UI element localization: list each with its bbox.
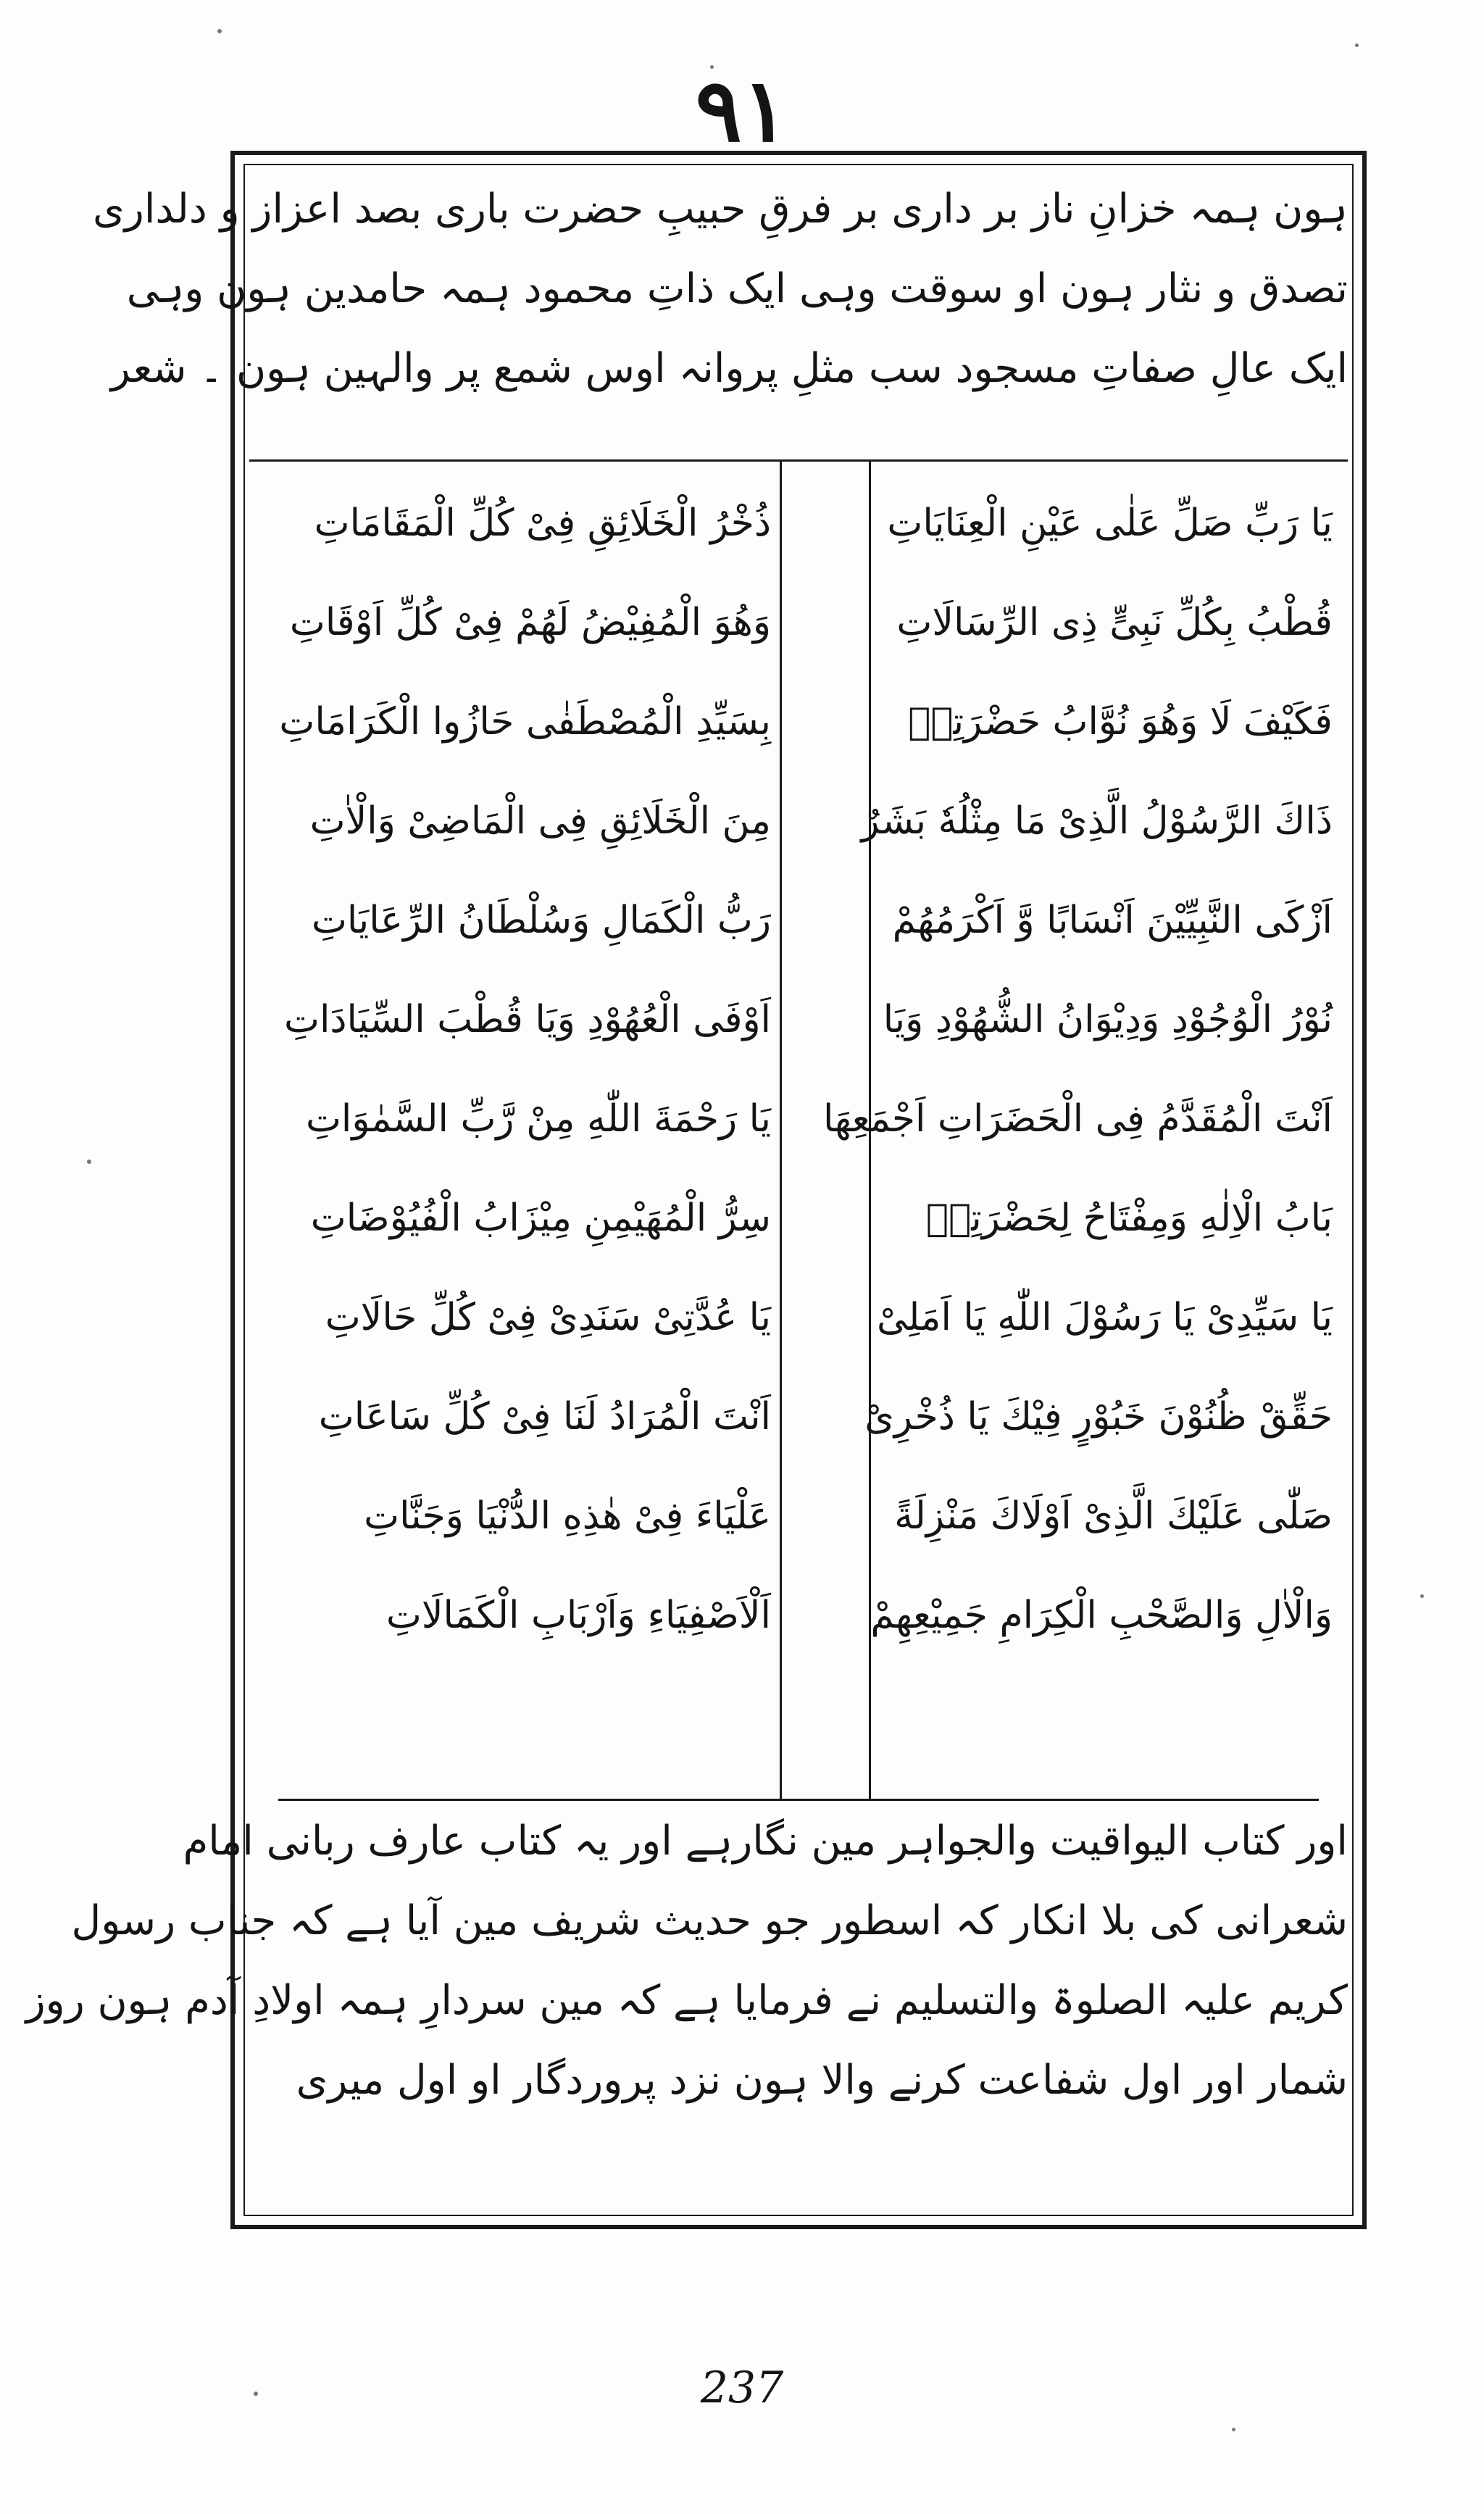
page-number: ٩١ bbox=[695, 59, 789, 162]
verse-line: یَا رَبِّ صَلِّ عَلٰی عَیْنِ الْعِنَایَاتِ bbox=[887, 501, 1333, 545]
verse-top-rule bbox=[249, 459, 1348, 462]
verse-line: عَلْیَاءَ فِیْ هٰذِهِ الدُّنْیَا وَجَنَّاتِ bbox=[364, 1494, 771, 1538]
prose-line: ہون ہمہ خزانِ ناز بر داری بر فرقِ حبیبِ حضرت باری بصد اعزاز و دلداری bbox=[92, 186, 1348, 233]
verse-line: وَهُوَ الْمُفِیْضُ لَهُمْ فِیْ کُلِّ اَوْقَاتِ bbox=[289, 601, 771, 644]
scan-speck bbox=[217, 29, 222, 33]
folio-number: 237 bbox=[700, 2363, 784, 2413]
verse-line: رَبُّ الْکَمَالِ وَسُلْطَانُ الرِّعَایَاتِ bbox=[311, 899, 771, 942]
prose-line: ایک عالِ صفاتِ مسجود سب مثلِ پروانہ اوس شمع پر والہین ہون ۔ شعر bbox=[110, 345, 1348, 392]
verse-column-right bbox=[822, 474, 1333, 1665]
verse-line: اَلْاَصْفِیَاءِ وَاَرْبَابِ الْکَمَالَاتِ bbox=[385, 1594, 771, 1637]
prose-line: اور کتاب الیواقیت والجواہر مین نگارہے اور یہ کتاب عارف ربانی امام bbox=[183, 1818, 1348, 1865]
scan-speck bbox=[87, 1160, 91, 1164]
verse-line: یَا سَیِّدِیْ یَا رَسُوْلَ اللّٰهِ یَا اَمَلِیْ bbox=[877, 1296, 1333, 1339]
verse-line: اَزْکَی النَّبِیِّیْنَ اَنْسَابًا وَّ اَکْرَمُهُمْ bbox=[892, 899, 1333, 942]
verse-line: قُطْبُ بِکُلِّ نَبِیٍّ ذِی الرِّسَالَاتِ bbox=[896, 601, 1333, 644]
verse-line: حَقِّقْ ظُنُوْنَ خَبُوْرٍ فِیْكَ یَا ذُخْرِیْ bbox=[864, 1395, 1333, 1439]
verse-line: مِنَ الْخَلَائِقِ فِی الْمَاضِیْ وَالْاٰتِ bbox=[309, 799, 771, 843]
top-prose-block bbox=[92, 170, 1348, 409]
verse-line: وَالْاٰلِ وَالصَّحْبِ الْكِرَامِ جَمِیْعِهِمْ bbox=[870, 1594, 1333, 1637]
scan-speck bbox=[1420, 1594, 1424, 1598]
verse-line: اَوْفَی الْعُهُوْدِ وَیَا قُطْبَ السِّیَادَاتِ bbox=[283, 998, 771, 1041]
verse-column-left bbox=[249, 474, 771, 1665]
verse-line: ذَاكَ الرَّسُوْلُ الَّذِیْ مَا مِثْلُهٗ بَشَرٌ bbox=[861, 799, 1333, 843]
verse-line: نُوْرُ الْوُجُوْدِ وَدِیْوَانُ الشُّهُوْدِ وَیَا bbox=[883, 998, 1333, 1041]
verse-line: بَابُ الْاِلٰهِ وَمِفْتَاحُ لِحَضْرَتِهٖ bbox=[925, 1196, 1333, 1240]
verse-line: یَا عُدَّتِیْ سَنَدِیْ فِیْ کُلِّ حَالَاتِ bbox=[325, 1296, 771, 1339]
verse-line: فَکَیْفَ لَا وَهُوَ نُوَّابُ حَضْرَتِهٖ bbox=[908, 700, 1333, 744]
prose-line: شعرانی کی بلا انکار کہ اسطور جو حدیث شریف مین آیا ہے کہ جناب رسول bbox=[71, 1897, 1348, 1944]
page-frame bbox=[25, 151, 1367, 2229]
verse-line: ذُخْرُ الْخَلَائِقِ فِیْ کُلِّ الْمَقَامَاتِ bbox=[314, 501, 771, 545]
verse-line: اَنْتَ الْمُقَدَّمُ فِی الْحَضَرَاتِ اَجْمَعِهَا bbox=[822, 1097, 1333, 1141]
scan-speck bbox=[1355, 43, 1359, 47]
bottom-prose-block bbox=[25, 1802, 1348, 2120]
prose-line: کریم علیہ الصلوۃ والتسلیم نے فرمایا ہے کہ مین سردارِ ہمہ اولادِ آدم ہون روز bbox=[25, 1977, 1348, 2024]
verse-line: اَنْتَ الْمُرَادُ لَنَا فِیْ کُلِّ سَاعَاتِ bbox=[318, 1395, 771, 1439]
verse-line: یَا رَحْمَةَ اللّٰهِ مِنْ رَّبِّ السَّمٰوَاتِ bbox=[305, 1097, 771, 1141]
verse-line: سِرُّ الْمُهَیْمِنِ مِیْزَابُ الْفُیُوْضَاتِ bbox=[310, 1196, 771, 1240]
scan-speck bbox=[1232, 2428, 1235, 2431]
verse-column-rule bbox=[780, 459, 782, 1800]
prose-line: شمار اور اول شفاعت کرنے والا ہون نزد پروردگار او اول میری bbox=[296, 2057, 1348, 2104]
verse-bottom-rule bbox=[278, 1799, 1319, 1801]
prose-line: تصدق و نثار ہون او سوقت وہی ایک ذاتِ محمود ہمہ حامدین ہون وہی bbox=[126, 265, 1348, 312]
verse-line: صَلّٰی عَلَیْكَ الَّذِیْ اَوْلَاكَ مَنْزِلَةً bbox=[894, 1494, 1333, 1538]
verse-line: بِسَیِّدِ الْمُصْطَفٰی حَازُوا الْکَرَامَاتِ bbox=[279, 700, 771, 744]
